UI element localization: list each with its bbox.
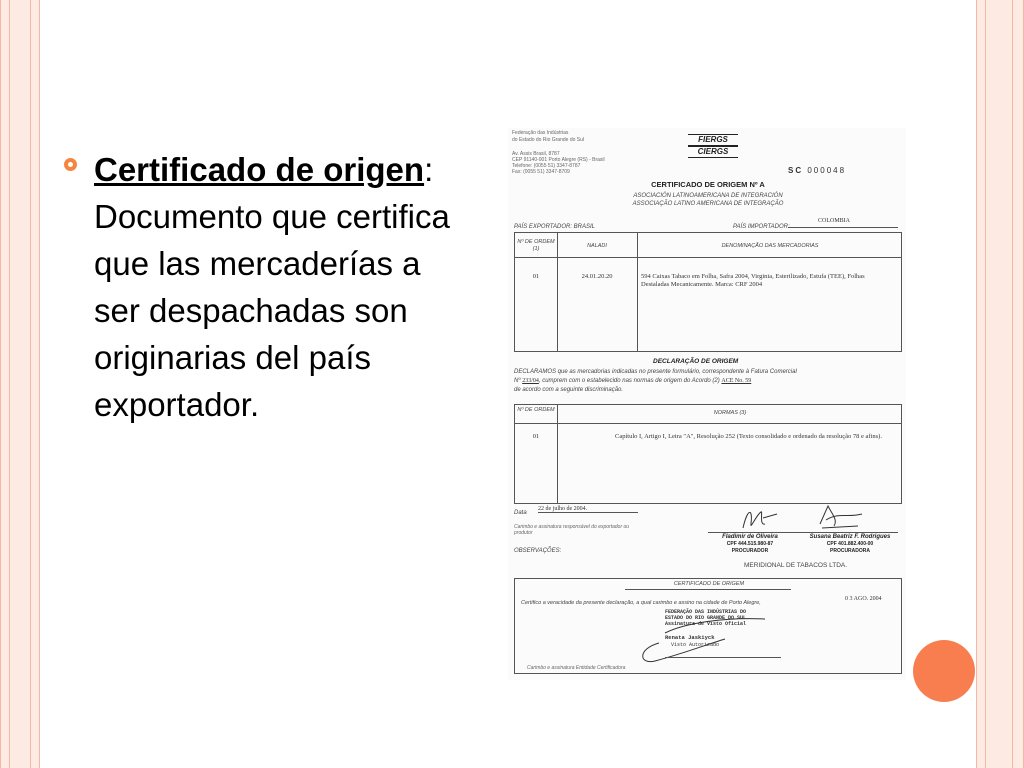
importer-country-label: PAÍS IMPORTADOR: xyxy=(733,224,790,230)
col-header-norms: NORMAS (3) xyxy=(713,410,747,416)
fiergs-ciergs-logo xyxy=(688,134,738,158)
fiergs-address-line-6: Fax: (0055 51) 3347-8709 xyxy=(512,169,570,175)
bullet-point xyxy=(64,146,464,428)
official-stamp: FEDERAÇÃO DAS INDÚSTRIAS DO ESTADO DO RIO GRANDE DO SUL Assinatura de Visto Oficial xyxy=(665,609,747,627)
subtitle-spanish: ASOCIACIÓN LATINOAMERICANA DE INTEGRACIÓN xyxy=(633,193,783,199)
bullet-text xyxy=(94,146,464,428)
certificate-serial: SC 000048 xyxy=(788,166,847,175)
certification-text: Certifico a veracidade da presente declaração, a qual carimbo e assino na cidade de Porto Alegre, xyxy=(521,600,761,606)
stamp-role: Visto Autorizado xyxy=(671,642,720,648)
decorative-orange-circle xyxy=(913,640,975,702)
stamp-name: Renata Jaskiyck xyxy=(665,634,715,641)
importer-country-value: COLOMBIA xyxy=(818,218,851,224)
certificate-of-origin-scan xyxy=(508,128,906,680)
date-label: Data xyxy=(514,510,527,516)
norms-row-text: Capítulo I, Artigo I, Letra "A", Resolução 252 (Texto consolidado e ordenado da resolução 78 e afins). xyxy=(615,433,882,440)
col-header-description: DENOMINAÇÃO DAS MERCADORIAS xyxy=(721,243,819,249)
certification-footer: Carimbo e assinatura Entidade Certificadora xyxy=(527,665,626,671)
company-name: MERIDIONAL DE TABACOS LTDA. xyxy=(744,562,848,569)
subtitle-portuguese: ASSOCIAÇÃO LATINO AMERICANA DE INTEGRAÇÃO xyxy=(632,201,784,207)
certification-box-title: CERTIFICADO DE ORIGEM xyxy=(673,581,745,587)
col-header-order: Nº DE ORDEM (1) xyxy=(517,239,555,252)
term-certificado-de-origen: Certificado de origen xyxy=(94,151,425,188)
observations-label: OBSERVAÇÕES: xyxy=(514,548,562,554)
signer-2: Susana Beatriz F. Rodrigues CPF 401.882.400-00 PROCURADORA xyxy=(809,534,891,554)
fiergs-address-line-5: Telefone: (0055 51) 3347-8787 xyxy=(512,163,581,169)
col-header-order-2: Nº DE ORDEM xyxy=(517,407,555,413)
right-decorative-border xyxy=(976,0,1024,768)
certificate-title: CERTIFICADO DE ORIGEM Nº A xyxy=(651,180,765,189)
row-naladi: 24.01.20.20 xyxy=(581,273,613,280)
declaration-title: DECLARAÇÃO DE ORIGEM xyxy=(653,358,739,365)
goods-table xyxy=(514,232,902,352)
signature-2-icon xyxy=(808,502,868,532)
bullet-ring-icon xyxy=(64,158,77,171)
fiergs-address-line-1: Federação das Indústrias xyxy=(512,130,569,136)
exporter-signature-label: Carimbo e assinatura responsável do exportador ou produtor xyxy=(514,524,630,536)
row-order: 01 xyxy=(532,273,540,280)
left-decorative-border xyxy=(0,0,40,768)
declaration-line-1: DECLARAMOS que as mercadorias indicadas no presente formulário, correspondente à Fatura Comercial xyxy=(514,369,797,375)
certificate-subtitle xyxy=(588,192,828,208)
certification-box xyxy=(514,578,902,674)
exporter-country-label: PAÍS EXPORTADOR: BRASIL xyxy=(514,224,596,230)
term-colon: : xyxy=(424,151,434,188)
date-value: 22 de julho de 2004. xyxy=(538,506,638,513)
norms-row-order: 01 xyxy=(532,433,540,440)
declaration-line-3: de acordo com a seguinte discriminação. xyxy=(514,387,624,393)
row-description: 594 Caixas Tabaco em Folha, Safra 2004, Virginia, Esterilizado, Estufa (TEE), Folhas Destaladas Mecanicamente. Marca: CRF 2004 xyxy=(641,273,865,288)
fiergs-address-line-3: Av. Assis Brasil, 8787 xyxy=(512,151,560,157)
logo-ciergs: CIERGS xyxy=(688,146,738,158)
col-header-naladi: NALADI xyxy=(587,243,607,249)
norms-table xyxy=(514,404,902,504)
signer-1: Fladimir de Oliveira CPF 444.515.980-87 PROCURADOR xyxy=(722,534,778,554)
certification-date: 0 3 AGO. 2004 xyxy=(845,596,882,602)
declaration-line-2: Nº 233/04, cumprem com o estabelecido nas normas de origem do Acordo (2) ACE No. 59 xyxy=(514,378,752,384)
fiergs-address-line-4: CEP 91140-001 Porto Alegre (RS) - Brasil xyxy=(512,157,605,163)
signature-1-icon xyxy=(733,504,783,534)
logo-fiergs: FIERGS xyxy=(688,134,738,146)
term-definition: Documento que certifica que las mercaderías a ser despachadas son originarias del país exportador. xyxy=(94,198,450,423)
fiergs-address-line-2: do Estado do Rio Grande do Sul xyxy=(512,137,584,143)
